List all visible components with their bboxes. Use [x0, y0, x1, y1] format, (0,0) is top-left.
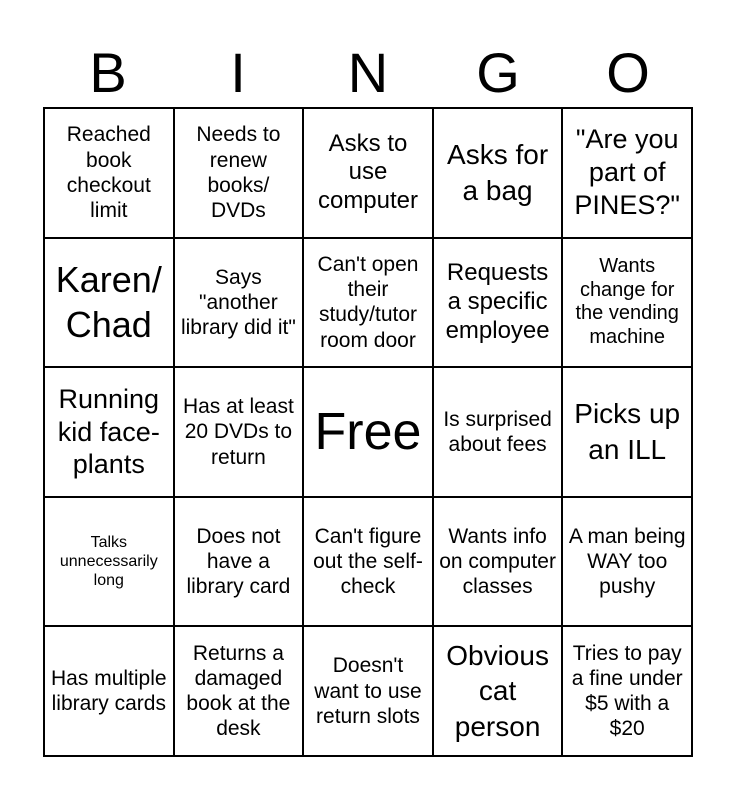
bingo-cell[interactable]: Picks up an ILL [562, 367, 692, 497]
bingo-grid [43, 107, 693, 757]
bingo-cell[interactable]: Doesn't want to use return slots [303, 626, 433, 756]
header-letter-o: O [606, 41, 650, 104]
bingo-cell[interactable]: Has multiple library cards [44, 626, 174, 756]
bingo-cell[interactable]: Wants info on computer classes [433, 497, 563, 627]
free-space[interactable]: Free [303, 367, 433, 497]
header-letter-i: I [230, 41, 246, 104]
bingo-cell[interactable]: Returns a damaged book at the desk [174, 626, 304, 756]
bingo-cell[interactable]: Karen/ Chad [44, 238, 174, 368]
bingo-cell[interactable]: Is surprised about fees [433, 367, 563, 497]
bingo-cell[interactable]: Requests a specific employee [433, 238, 563, 368]
header-letter-n: N [347, 41, 389, 104]
bingo-cell[interactable]: Wants change for the vending machine [562, 238, 692, 368]
bingo-cell[interactable]: Running kid face-plants [44, 367, 174, 497]
bingo-cell[interactable]: Asks for a bag [433, 108, 563, 238]
bingo-header [43, 38, 693, 108]
bingo-cell[interactable]: A man being WAY too pushy [562, 497, 692, 627]
bingo-cell[interactable]: Can't figure out the self-check [303, 497, 433, 627]
header-letter-g: G [476, 41, 520, 104]
bingo-cell[interactable]: Talks unnecessarily long [44, 497, 174, 627]
bingo-cell[interactable]: Can't open their study/tutor room door [303, 238, 433, 368]
bingo-cell[interactable]: Does not have a library card [174, 497, 304, 627]
bingo-cell[interactable]: Obvious cat person [433, 626, 563, 756]
header-letter-b: B [89, 41, 127, 104]
bingo-cell[interactable]: Has at least 20 DVDs to return [174, 367, 304, 497]
bingo-cell[interactable]: Needs to renew books/ DVDs [174, 108, 304, 238]
bingo-cell[interactable]: Asks to use computer [303, 108, 433, 238]
bingo-cell[interactable]: Says "another library did it" [174, 238, 304, 368]
bingo-cell[interactable]: Tries to pay a fine under $5 with a $20 [562, 626, 692, 756]
bingo-cell[interactable]: Reached book checkout limit [44, 108, 174, 238]
bingo-cell[interactable]: "Are you part of PINES?" [562, 108, 692, 238]
